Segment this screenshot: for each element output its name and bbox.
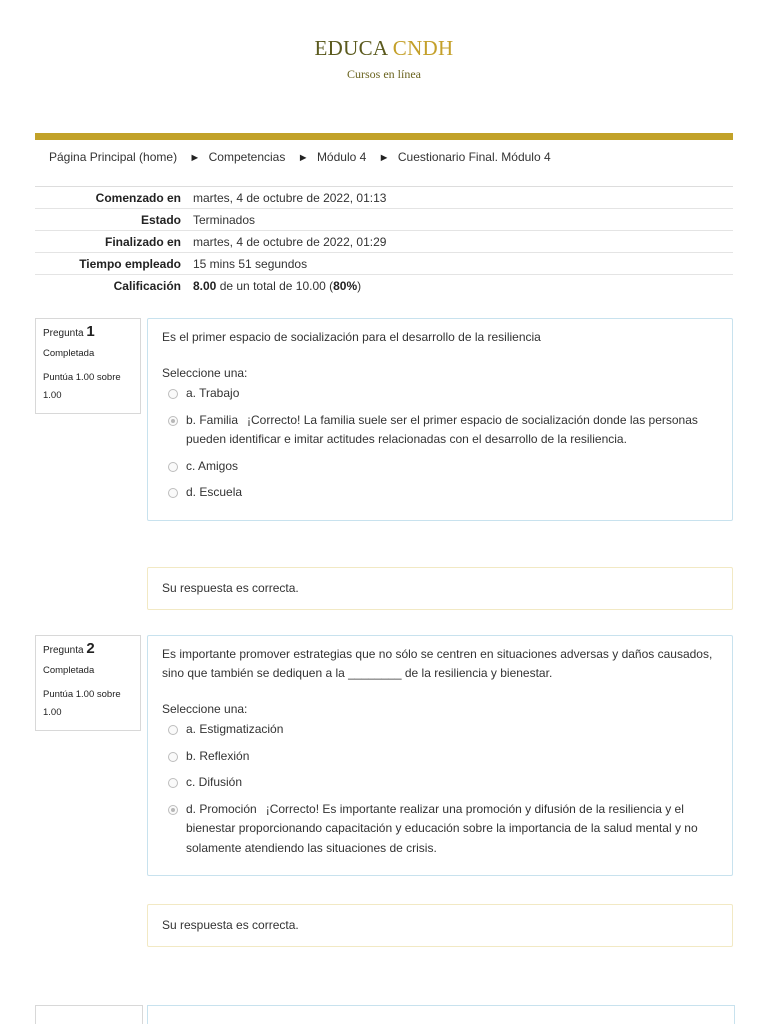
- question-formulation-1: [147, 318, 733, 521]
- question-prefix: Pregunta: [43, 328, 84, 339]
- grade-total: de un total de 10.00 (: [219, 278, 334, 293]
- option-feedback: ¡Correcto! Es importante realizar una promoción y difusión de la resiliencia y el bienestar proporcionando capacitación y educación sobre la importancia de la salud mental y no solamente atendiendo las situaciones de crisis.: [186, 801, 698, 855]
- answer-option[interactable]: [162, 483, 718, 503]
- summary-value: Terminados: [187, 209, 733, 231]
- summary-row-time: [35, 253, 733, 275]
- answer-option[interactable]: [162, 773, 718, 793]
- option-label: c. Difusión: [186, 775, 243, 789]
- option-label: d. Escuela: [186, 485, 243, 499]
- site-tagline: Cursos en línea: [347, 67, 421, 81]
- breadcrumb-modulo[interactable]: Módulo 4: [316, 150, 367, 164]
- breadcrumb-competencias[interactable]: Competencias: [208, 150, 286, 164]
- summary-value: martes, 4 de octubre de 2022, 01:29: [187, 231, 733, 253]
- question-info-3: [35, 1005, 143, 1024]
- breadcrumb-home[interactable]: Página Principal (home): [49, 150, 178, 164]
- summary-label: Tiempo empleado: [35, 253, 187, 275]
- summary-row-state: [35, 209, 733, 231]
- radio-button-checked-icon[interactable]: [168, 805, 178, 815]
- grade-value: [187, 275, 733, 297]
- radio-button-icon[interactable]: [168, 462, 178, 472]
- grade-percent: 80%: [333, 278, 358, 293]
- breadcrumb-separator-icon: ►: [378, 152, 390, 164]
- answer-options: [162, 720, 718, 858]
- radio-button-icon[interactable]: [168, 488, 178, 498]
- summary-label: Estado: [35, 209, 187, 231]
- option-label: c. Amigos: [186, 458, 239, 473]
- answer-option[interactable]: [162, 747, 718, 767]
- radio-button-checked-icon[interactable]: [168, 416, 178, 426]
- question-text: Es importante promover estrategias que no sólo se centren en situaciones adversas y daños causados, sino que también se dediquen a la ________ de la resiliencia y bienestar.: [162, 647, 713, 680]
- question-number: 2: [86, 640, 95, 657]
- radio-button-icon[interactable]: [168, 389, 178, 399]
- answer-option[interactable]: [162, 457, 718, 477]
- answer-option-selected[interactable]: [162, 800, 718, 859]
- radio-button-icon[interactable]: [168, 778, 178, 788]
- breadcrumb-separator-icon: ►: [189, 152, 201, 164]
- question-state: Completada: [43, 348, 95, 359]
- question-outcome-1: Su respuesta es correcta.: [147, 567, 733, 610]
- site-logo[interactable]: [0, 36, 768, 61]
- question-outcome-2: Su respuesta es correcta.: [147, 904, 733, 947]
- option-label: b. Familia: [186, 412, 239, 427]
- breadcrumb-quiz[interactable]: Cuestionario Final. Módulo 4: [397, 150, 551, 164]
- summary-value: 15 mins 51 segundos: [187, 253, 733, 275]
- summary-label: Finalizado en: [35, 231, 187, 253]
- question-grade: Puntúa 1.00 sobre 1.00: [43, 689, 121, 718]
- option-label: d. Promoción: [186, 801, 257, 816]
- brand-cndh: CNDH: [392, 36, 454, 60]
- question-grade: Puntúa 1.00 sobre 1.00: [43, 372, 121, 401]
- attempt-summary-table: [35, 186, 733, 297]
- summary-row-finished: [35, 231, 733, 253]
- summary-label: Calificación: [35, 275, 187, 297]
- answer-option-selected[interactable]: [162, 411, 718, 450]
- question-text: Es el primer espacio de socialización para el desarrollo de la resiliencia: [162, 330, 541, 344]
- question-state: Completada: [43, 665, 95, 676]
- option-label: b. Reflexión: [186, 748, 250, 763]
- radio-button-icon[interactable]: [168, 752, 178, 762]
- brand-educa: EDUCA: [314, 36, 388, 60]
- question-prompt: Seleccione una:: [162, 702, 248, 716]
- breadcrumb-separator-icon: ►: [297, 152, 309, 164]
- answer-option[interactable]: [162, 384, 718, 404]
- answer-options: [162, 384, 718, 503]
- option-label: a. Estigmatización: [186, 722, 284, 736]
- question-number-line: [43, 640, 134, 657]
- summary-label: Comenzado en: [35, 187, 187, 209]
- question-formulation-2: [147, 635, 733, 876]
- option-label: a. Trabajo: [186, 386, 240, 400]
- radio-button-icon[interactable]: [168, 725, 178, 735]
- question-number-line: [43, 323, 134, 340]
- question-number: 1: [86, 323, 95, 340]
- question-info-2: [35, 635, 141, 731]
- header-divider-bar: [35, 133, 733, 140]
- summary-row-started: [35, 187, 733, 209]
- summary-row-grade: [35, 275, 733, 297]
- option-feedback: ¡Correcto! La familia suele ser el primer espacio de socialización donde las personas pueden identificar e imitar actitudes relacionadas con el desarrollo de la resiliencia.: [186, 412, 698, 446]
- grade-close: ): [357, 278, 362, 293]
- question-prefix: Pregunta: [43, 645, 84, 656]
- question-formulation-3: [147, 1005, 735, 1024]
- summary-value: martes, 4 de octubre de 2022, 01:13: [187, 187, 733, 209]
- grade-score: 8.00: [193, 278, 217, 293]
- breadcrumb: [49, 150, 551, 164]
- question-info-1: [35, 318, 141, 414]
- question-prompt: Seleccione una:: [162, 366, 248, 380]
- answer-option[interactable]: [162, 720, 718, 740]
